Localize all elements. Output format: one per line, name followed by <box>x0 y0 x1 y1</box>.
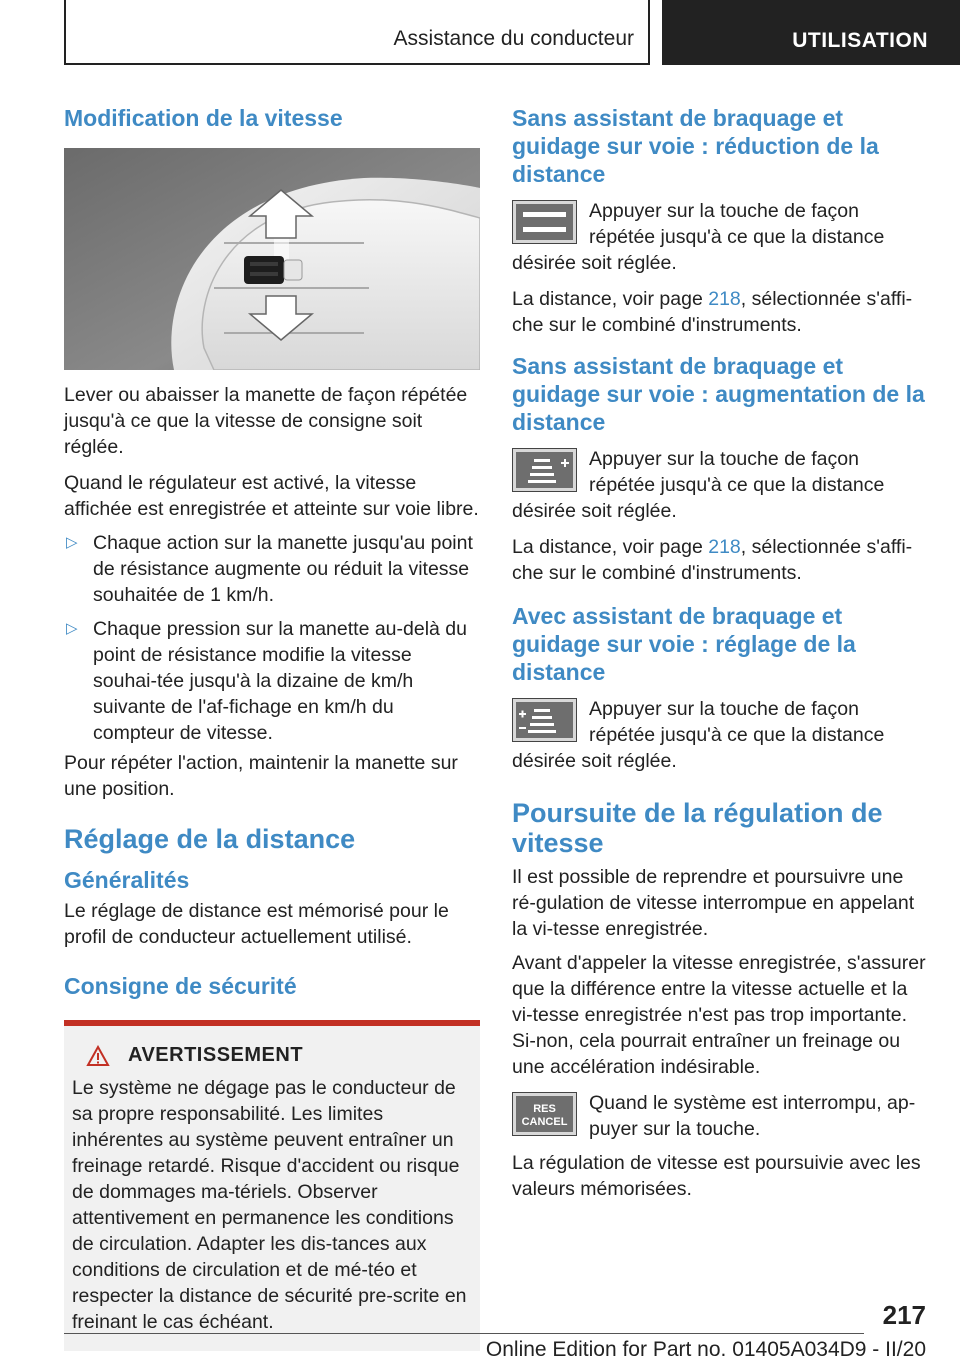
resume-paragraph-2: Avant d'appeler la vitesse enregistrée, s'assurer que la différence entre la vitesse actuelle et la vi‐tesse enregistrée n'est pas trop importante. Si‐non, cela pourrait entraîner un freinage ou une accélération indésirable. <box>512 952 926 1078</box>
resume-paragraph-3: Quand le système est interrompu, ap‐puyer sur la touche. <box>589 1092 916 1140</box>
warning-box <box>64 1020 480 1351</box>
speed-paragraph-2: Quand le régulateur est activé, la vitesse affichée est enregistrée et atteinte sur voie libre. <box>64 472 479 520</box>
page-link[interactable]: 218 <box>708 288 741 310</box>
res-label: RES <box>533 1103 556 1115</box>
increase-distance-reference <box>512 534 928 586</box>
reference-text: , sélectionnée s'affi‐che sur le combiné d'instruments. <box>512 536 913 584</box>
distance-increase-button-icon <box>512 448 577 492</box>
reduce-distance-text: Appuyer sur la touche de façon répétée jusqu'à ce que la distance désirée soit réglée. <box>512 200 885 274</box>
bullet-triangle-icon: ▷ <box>66 620 78 637</box>
list-item <box>64 530 480 608</box>
resume-paragraph-4: La régulation de vitesse est poursuivie avec les valeurs mémorisées. <box>512 1152 921 1200</box>
distance-reduce-button-icon <box>512 200 577 244</box>
reduce-distance-block <box>512 198 928 276</box>
adjust-distance-heading: Avec assistant de braquage et guidage sur voie : réglage de la distance <box>512 603 856 685</box>
list-item <box>64 616 480 746</box>
resume-button-block <box>512 1090 928 1142</box>
bullet-text: Chaque pression sur la manette au-delà du point de résistance modifie la vitesse souhai‐tée jusqu'à la dizaine de km/h suivante de l'af‐fichage en km/h du compteur de vitesse. <box>93 618 467 744</box>
speed-paragraph-1: Lever ou abaisser la manette de façon répétée jusqu'à ce que la vitesse de consigne soit réglée. <box>64 384 468 458</box>
speed-bullet-list <box>64 530 480 746</box>
footer-divider <box>64 1333 864 1334</box>
left-column <box>64 100 480 1351</box>
adjust-distance-text: Appuyer sur la touche de façon répétée jusqu'à ce que la distance désirée soit réglée. <box>512 698 885 772</box>
reduce-distance-heading: Sans assistant de braquage et guidage sur voie : réduction de la distance <box>512 105 879 187</box>
increase-distance-heading: Sans assistant de braquage et guidage sur voie : augmentation de la distance <box>512 353 925 435</box>
bullet-triangle-icon: ▷ <box>66 534 78 551</box>
resume-paragraph-1: Il est possible de reprendre et poursuivre une ré‐gulation de vitesse interrompue en appelant la vi‐tesse enregistrée. <box>512 866 915 940</box>
right-column <box>512 100 928 1202</box>
header-section-box <box>64 0 650 65</box>
header-section-title: Assistance du conducteur <box>393 27 634 50</box>
steering-lever-photo <box>64 148 480 370</box>
reference-text: , sélectionnée s'affi‐che sur le combiné d'instruments. <box>512 288 913 336</box>
reduce-distance-reference <box>512 286 928 338</box>
speed-paragraph-3: Pour répéter l'action, maintenir la manette sur une position. <box>64 752 458 800</box>
speed-heading: Modification de la vitesse <box>64 105 343 131</box>
increase-distance-text: Appuyer sur la touche de façon répétée jusqu'à ce que la distance désirée soit réglée. <box>512 448 885 522</box>
header-chapter-tab[interactable] <box>662 0 960 65</box>
warning-triangle-icon <box>72 1045 124 1067</box>
footer-edition: Online Edition for Part no. 01405A034D9 - II/20 <box>485 1338 926 1361</box>
distance-adjust-button-icon <box>512 698 577 742</box>
page-number: 217 <box>882 1300 926 1330</box>
general-paragraph: Le réglage de distance est mémorisé pour le profil de conducteur actuellement utilisé. <box>64 900 449 948</box>
cancel-label: CANCEL <box>521 1116 568 1128</box>
warning-title: AVERTISSEMENT <box>128 1044 304 1066</box>
reference-text: La distance, voir page <box>512 536 709 558</box>
header-chapter-label: UTILISATION <box>792 29 928 52</box>
increase-distance-block <box>512 446 928 524</box>
distance-heading: Réglage de la distance <box>64 824 356 854</box>
general-heading: Généralités <box>64 867 190 893</box>
warning-text: Le système ne dégage pas le conducteur de sa propre responsabilité. Les limites inhérentes au système peuvent entraîner un freinage retardé. Risque d'accident ou risque de dommages ma‐tériels. Observer attentivement en permanence les conditions de circulation. Adapter les dis‐tances aux conditions de circulation et de mé‐téo et respecter la distance de sécurité pre‐scrite en freinant le cas échéant. <box>72 1077 467 1333</box>
reference-text: La distance, voir page <box>512 288 709 310</box>
res-cancel-button-icon <box>512 1092 577 1136</box>
safety-heading: Consigne de sécurité <box>64 973 297 999</box>
page-link[interactable]: 218 <box>708 536 741 558</box>
bullet-text: Chaque action sur la manette jusqu'au point de résistance augmente ou réduit la vitesse souhaitée de 1 km/h. <box>93 532 473 606</box>
adjust-distance-block <box>512 696 928 774</box>
resume-heading: Poursuite de la régulation de vitesse <box>512 798 883 858</box>
